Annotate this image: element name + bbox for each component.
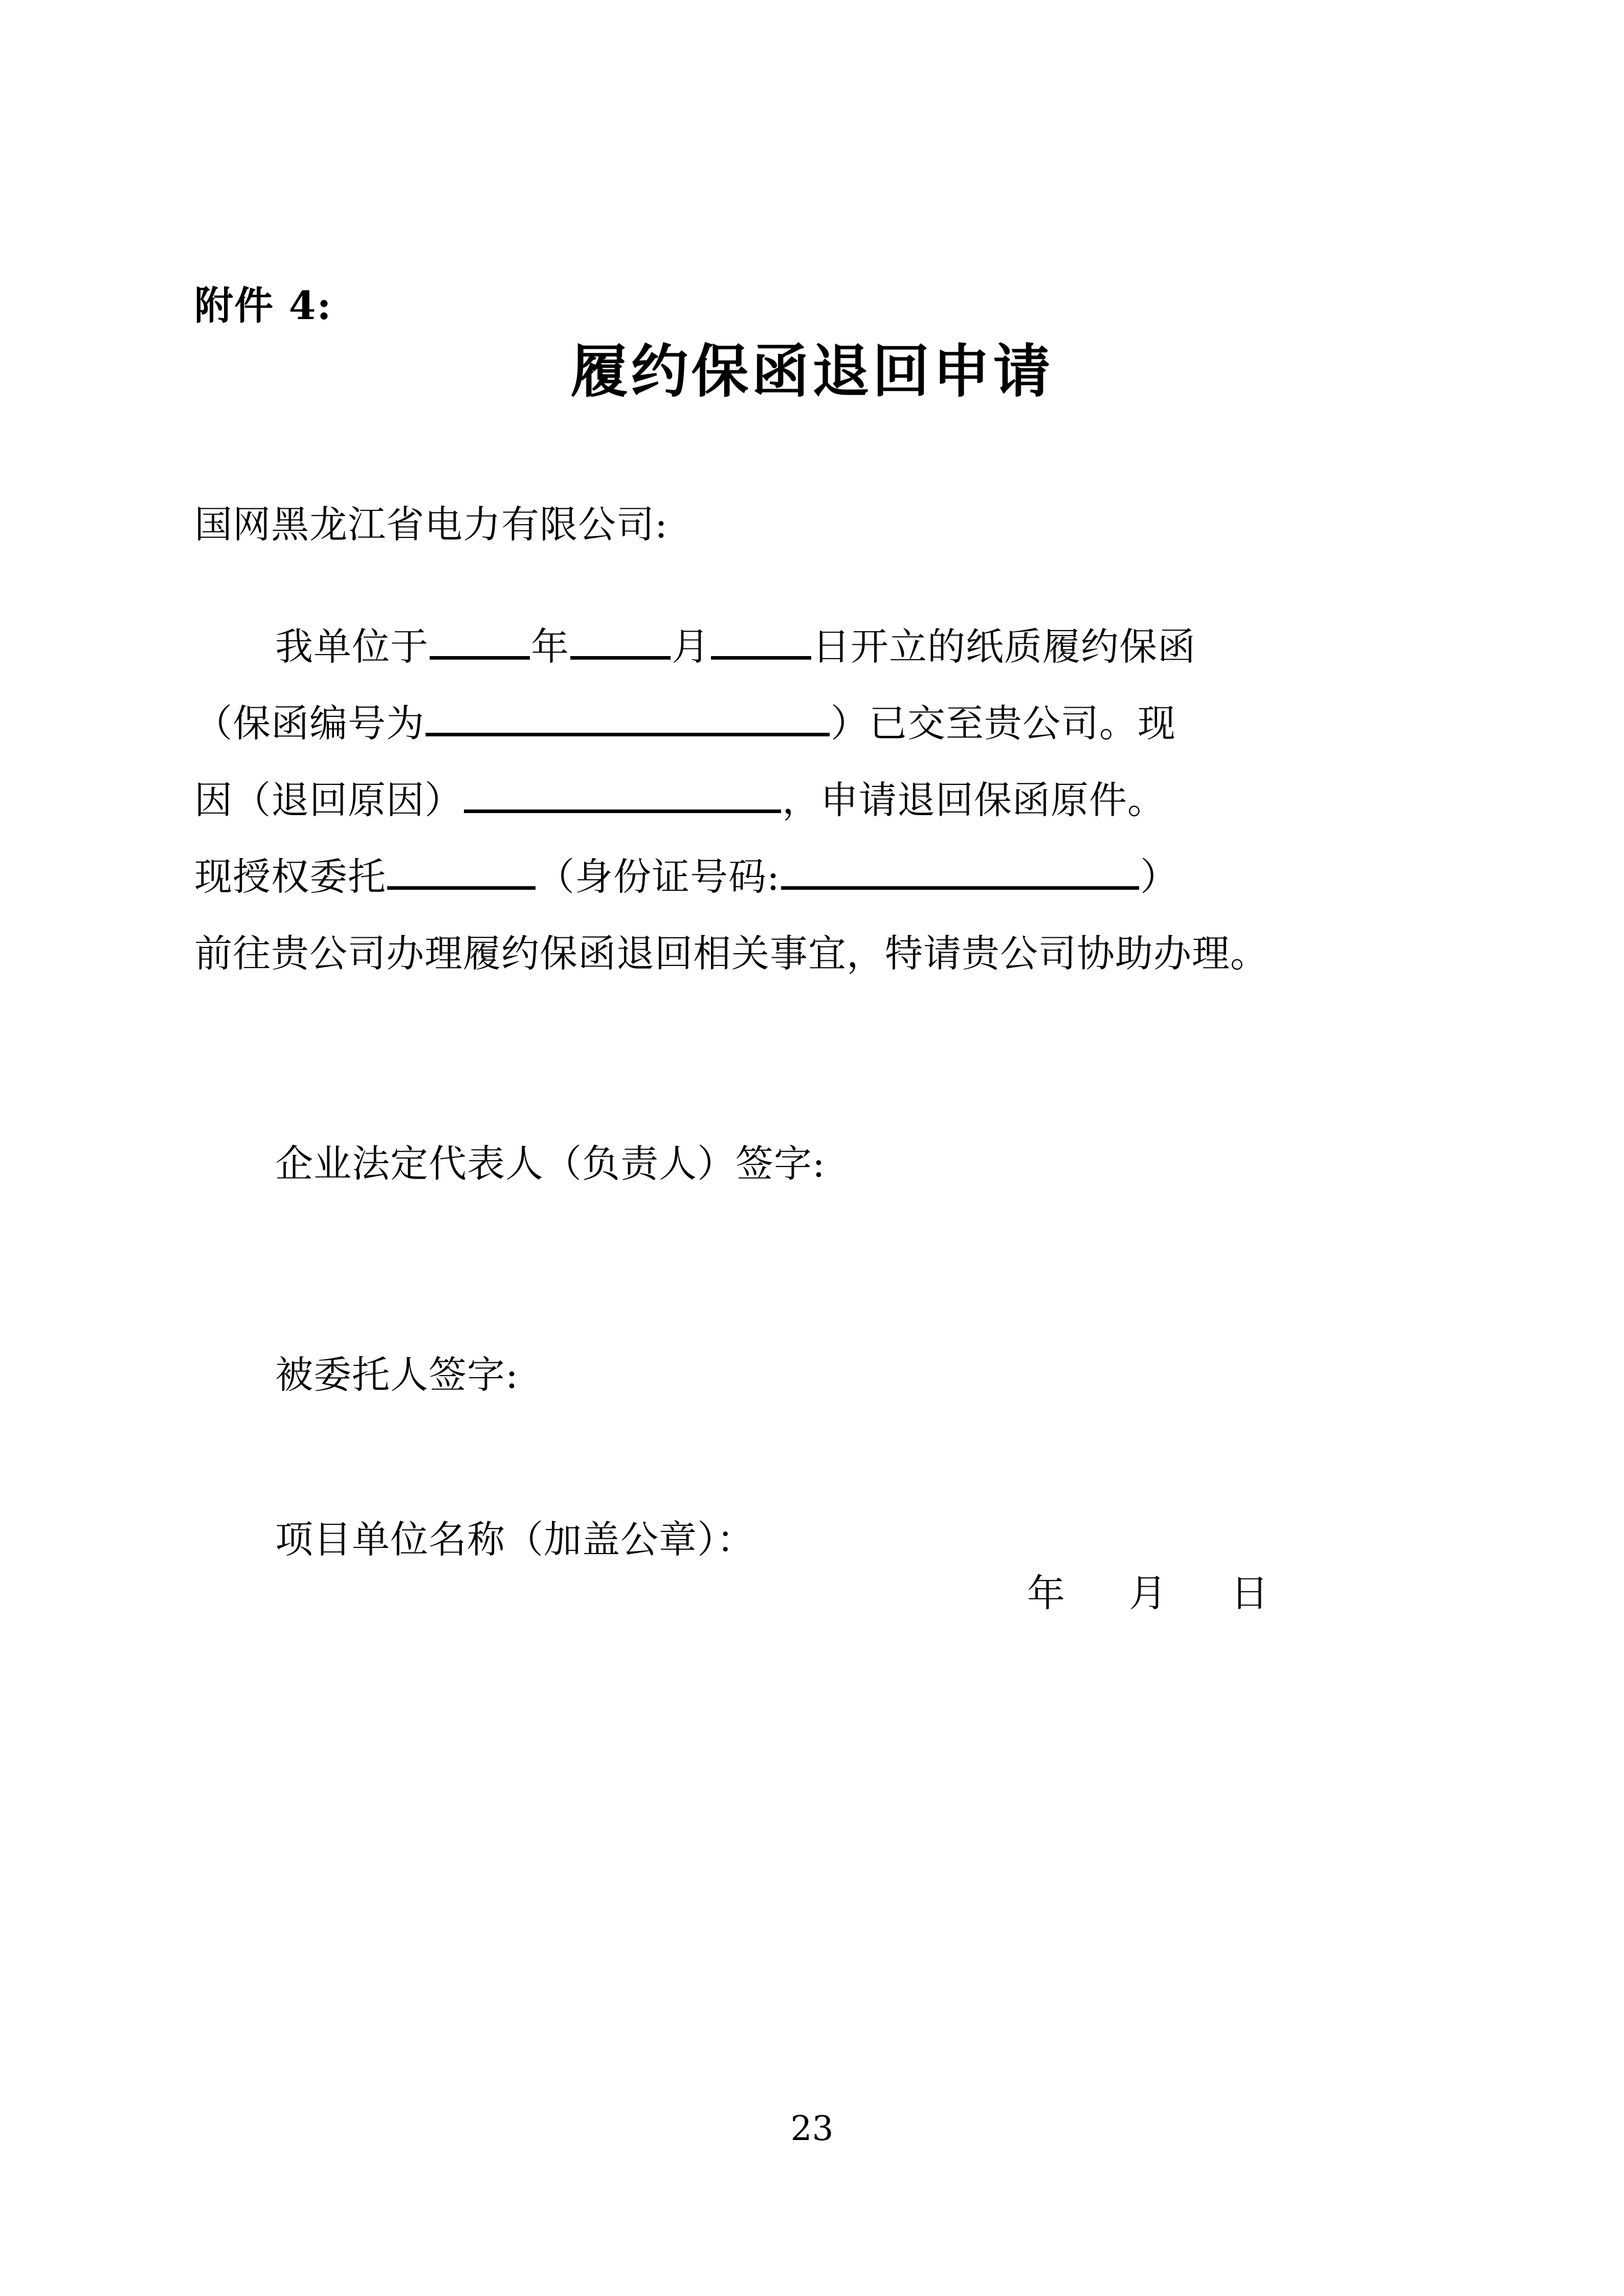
- signature-project-unit-label: 项目单位名称（加盖公章）：: [275, 1518, 755, 1562]
- body-line-4-text-a: 现授权委托: [194, 855, 386, 899]
- body-line-3-text-a: 因（退回原因）: [194, 778, 463, 822]
- salutation: 国网黑龙江省电力有限公司:: [194, 503, 668, 547]
- body-paragraph: [194, 609, 1432, 992]
- blank-authorized-name[interactable]: [387, 850, 536, 890]
- blank-return-reason[interactable]: [464, 774, 781, 813]
- date-month-label: 月: [1129, 1571, 1167, 1615]
- body-line-4-text-c: ）: [1140, 855, 1178, 899]
- page-number: 23: [790, 2109, 834, 2148]
- body-line-1: [194, 609, 1432, 685]
- body-line-4-text-b: （身份证号码:: [537, 855, 780, 899]
- body-line-1-text-a: 我单位于: [275, 625, 429, 669]
- signature-authorized-person-label: 被委托人签字:: [275, 1353, 519, 1397]
- blank-day[interactable]: [711, 620, 811, 660]
- body-line-4: [194, 839, 1432, 915]
- body-line-2: [194, 685, 1432, 762]
- signature-legal-representative: [194, 1140, 1432, 1188]
- body-line-1-text-c: 月: [672, 625, 710, 669]
- date-year-label: 年: [1027, 1571, 1065, 1615]
- signature-gap-1: [194, 1188, 1432, 1352]
- signature-gap-2: [194, 1399, 1432, 1516]
- date-line: [0, 1570, 1269, 1617]
- body-line-1-text-d: 日开立的纸质履约保函: [812, 625, 1196, 669]
- blank-year[interactable]: [430, 620, 530, 660]
- body-line-3: [194, 762, 1432, 839]
- body-line-2-text-a: （保函编号为: [194, 702, 425, 746]
- blank-id-number[interactable]: [781, 850, 1139, 890]
- signature-project-unit: [194, 1516, 1432, 1564]
- blank-month[interactable]: [570, 620, 671, 660]
- attachment-label: 附件 4:: [194, 283, 332, 328]
- date-day-label: 日: [1231, 1571, 1269, 1615]
- signature-authorized-person: [194, 1352, 1432, 1399]
- body-line-3-text-b: ，申请退回保函原件。: [782, 778, 1166, 822]
- body-line-2-text-b: ）已交至贵公司。现: [831, 702, 1176, 746]
- signature-legal-representative-label: 企业法定代表人（负责人）签字:: [275, 1142, 826, 1186]
- page-title: 履约保函退回申请: [570, 338, 1054, 405]
- body-line-5-text: 前往贵公司办理履约保函退回相关事宜，特请贵公司协助办理。: [194, 932, 1269, 976]
- signature-block: [194, 1140, 1432, 1564]
- blank-guarantee-number[interactable]: [426, 697, 830, 736]
- body-line-1-text-b: 年: [531, 625, 569, 669]
- body-line-5: [194, 915, 1432, 992]
